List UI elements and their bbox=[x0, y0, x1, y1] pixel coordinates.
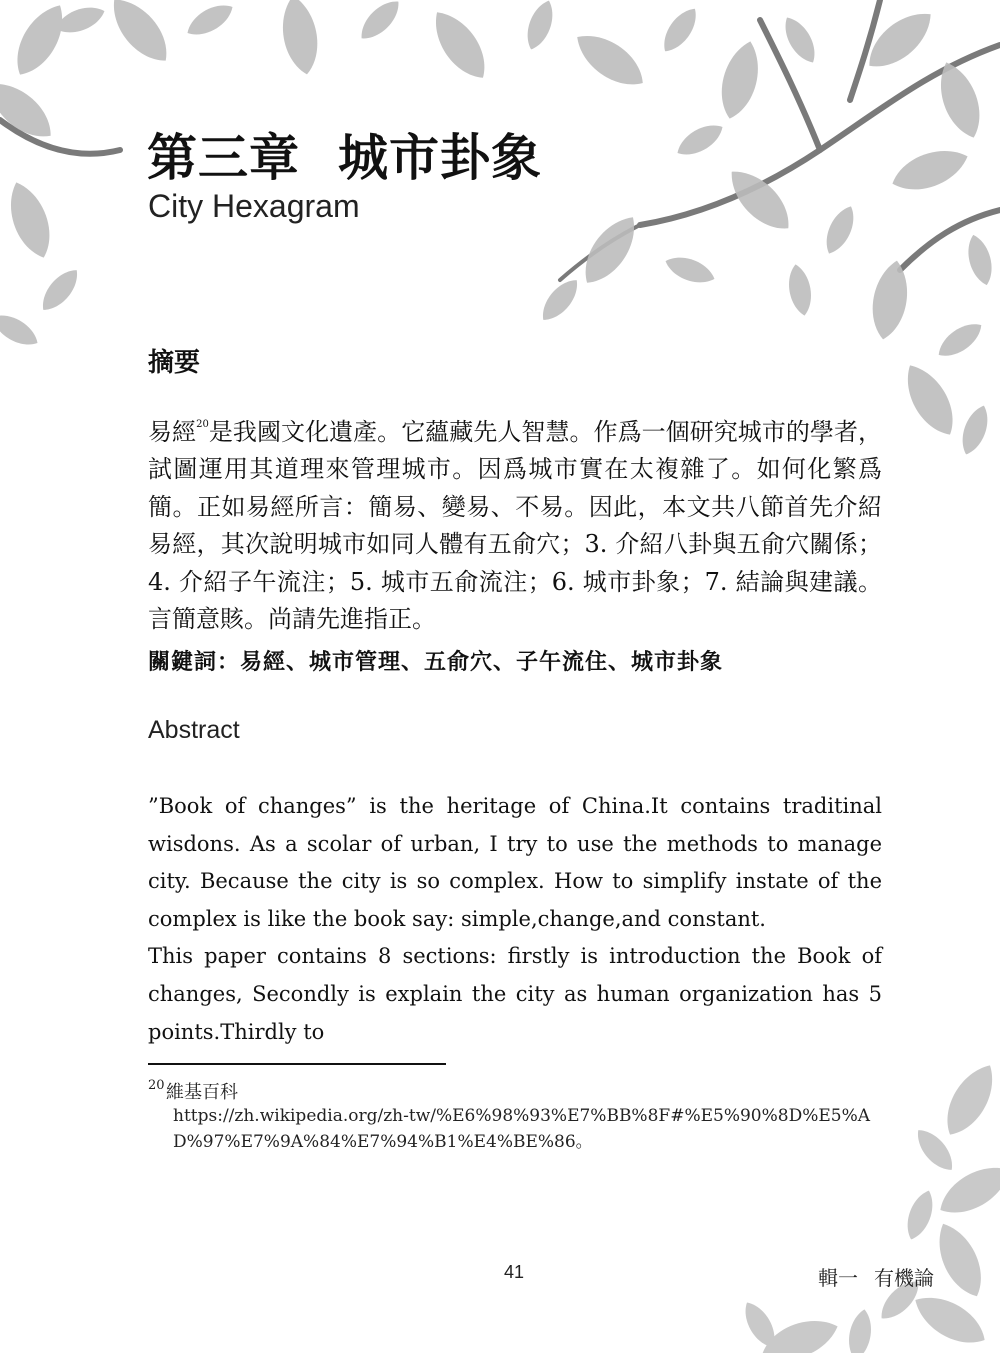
footnote-label: 維基百科 bbox=[166, 1082, 238, 1103]
abstract-en-paragraph-1: ”Book of changes” is the heritage of China.It contains traditinal wisdons. As a scolar of urban, I try to use the methods to manage city. Because the city is so complex. How to simplify instate of the complex is like the book say: simple,change,and constant. bbox=[148, 794, 882, 931]
abstract-en-heading: Abstract bbox=[148, 716, 240, 744]
footnote-url[interactable]: https://zh.wikipedia.org/zh-tw/%E6%98%93%E7%BB%8F#%E5%90%8D%E5%AD%97%E7%9A%84%E7%94%B1%E4%BE%86。 bbox=[173, 1106, 871, 1152]
footnote-divider bbox=[148, 1063, 446, 1065]
running-section-title bbox=[818, 1262, 934, 1291]
chapter-name: 城市卦象 bbox=[338, 128, 542, 187]
keywords: 關鍵詞：易經、城市管理、五俞穴、子午流住、城市卦象 bbox=[148, 649, 724, 675]
footnote-reference[interactable]: 20 bbox=[196, 419, 209, 430]
section-part-1: 輯一 bbox=[818, 1268, 858, 1290]
chapter-number: 第三章 bbox=[147, 128, 300, 187]
chapter-subtitle: City Hexagram bbox=[148, 188, 360, 224]
abstract-zh-text-start: 易經 bbox=[148, 418, 197, 446]
abstract-en-body bbox=[148, 788, 882, 1051]
abstract-zh-paragraph bbox=[148, 414, 882, 638]
abstract-en-paragraph-2: This paper contains 8 sections: firstly is introduction the Book of changes, Secondly is explain the city as human organization has 5 points.Thirdly to bbox=[148, 944, 882, 1044]
chapter-title bbox=[147, 118, 542, 190]
footnote-number: 20 bbox=[148, 1078, 165, 1093]
section-part-2: 有機論 bbox=[874, 1268, 934, 1290]
abstract-zh-text: 是我國文化遺產。它蘊藏先人智慧。作爲一個研究城市的學者，試圖運用其道理來管理城市。因爲城市實在太複雜了。如何化繁爲簡。正如易經所言：簡易、變易、不易。因此，本文共八節首先介紹易經，其次說明城市如同人體有五俞穴；3. 介紹八卦與五俞穴關係；4. 介紹子午流注；5. 城市五俞流注；6. 城市卦象；7. 結論與建議。言簡意賅。尚請先進指正。 bbox=[148, 418, 883, 634]
page-number: 41 bbox=[504, 1262, 525, 1282]
abstract-zh-heading: 摘要 bbox=[148, 348, 201, 378]
